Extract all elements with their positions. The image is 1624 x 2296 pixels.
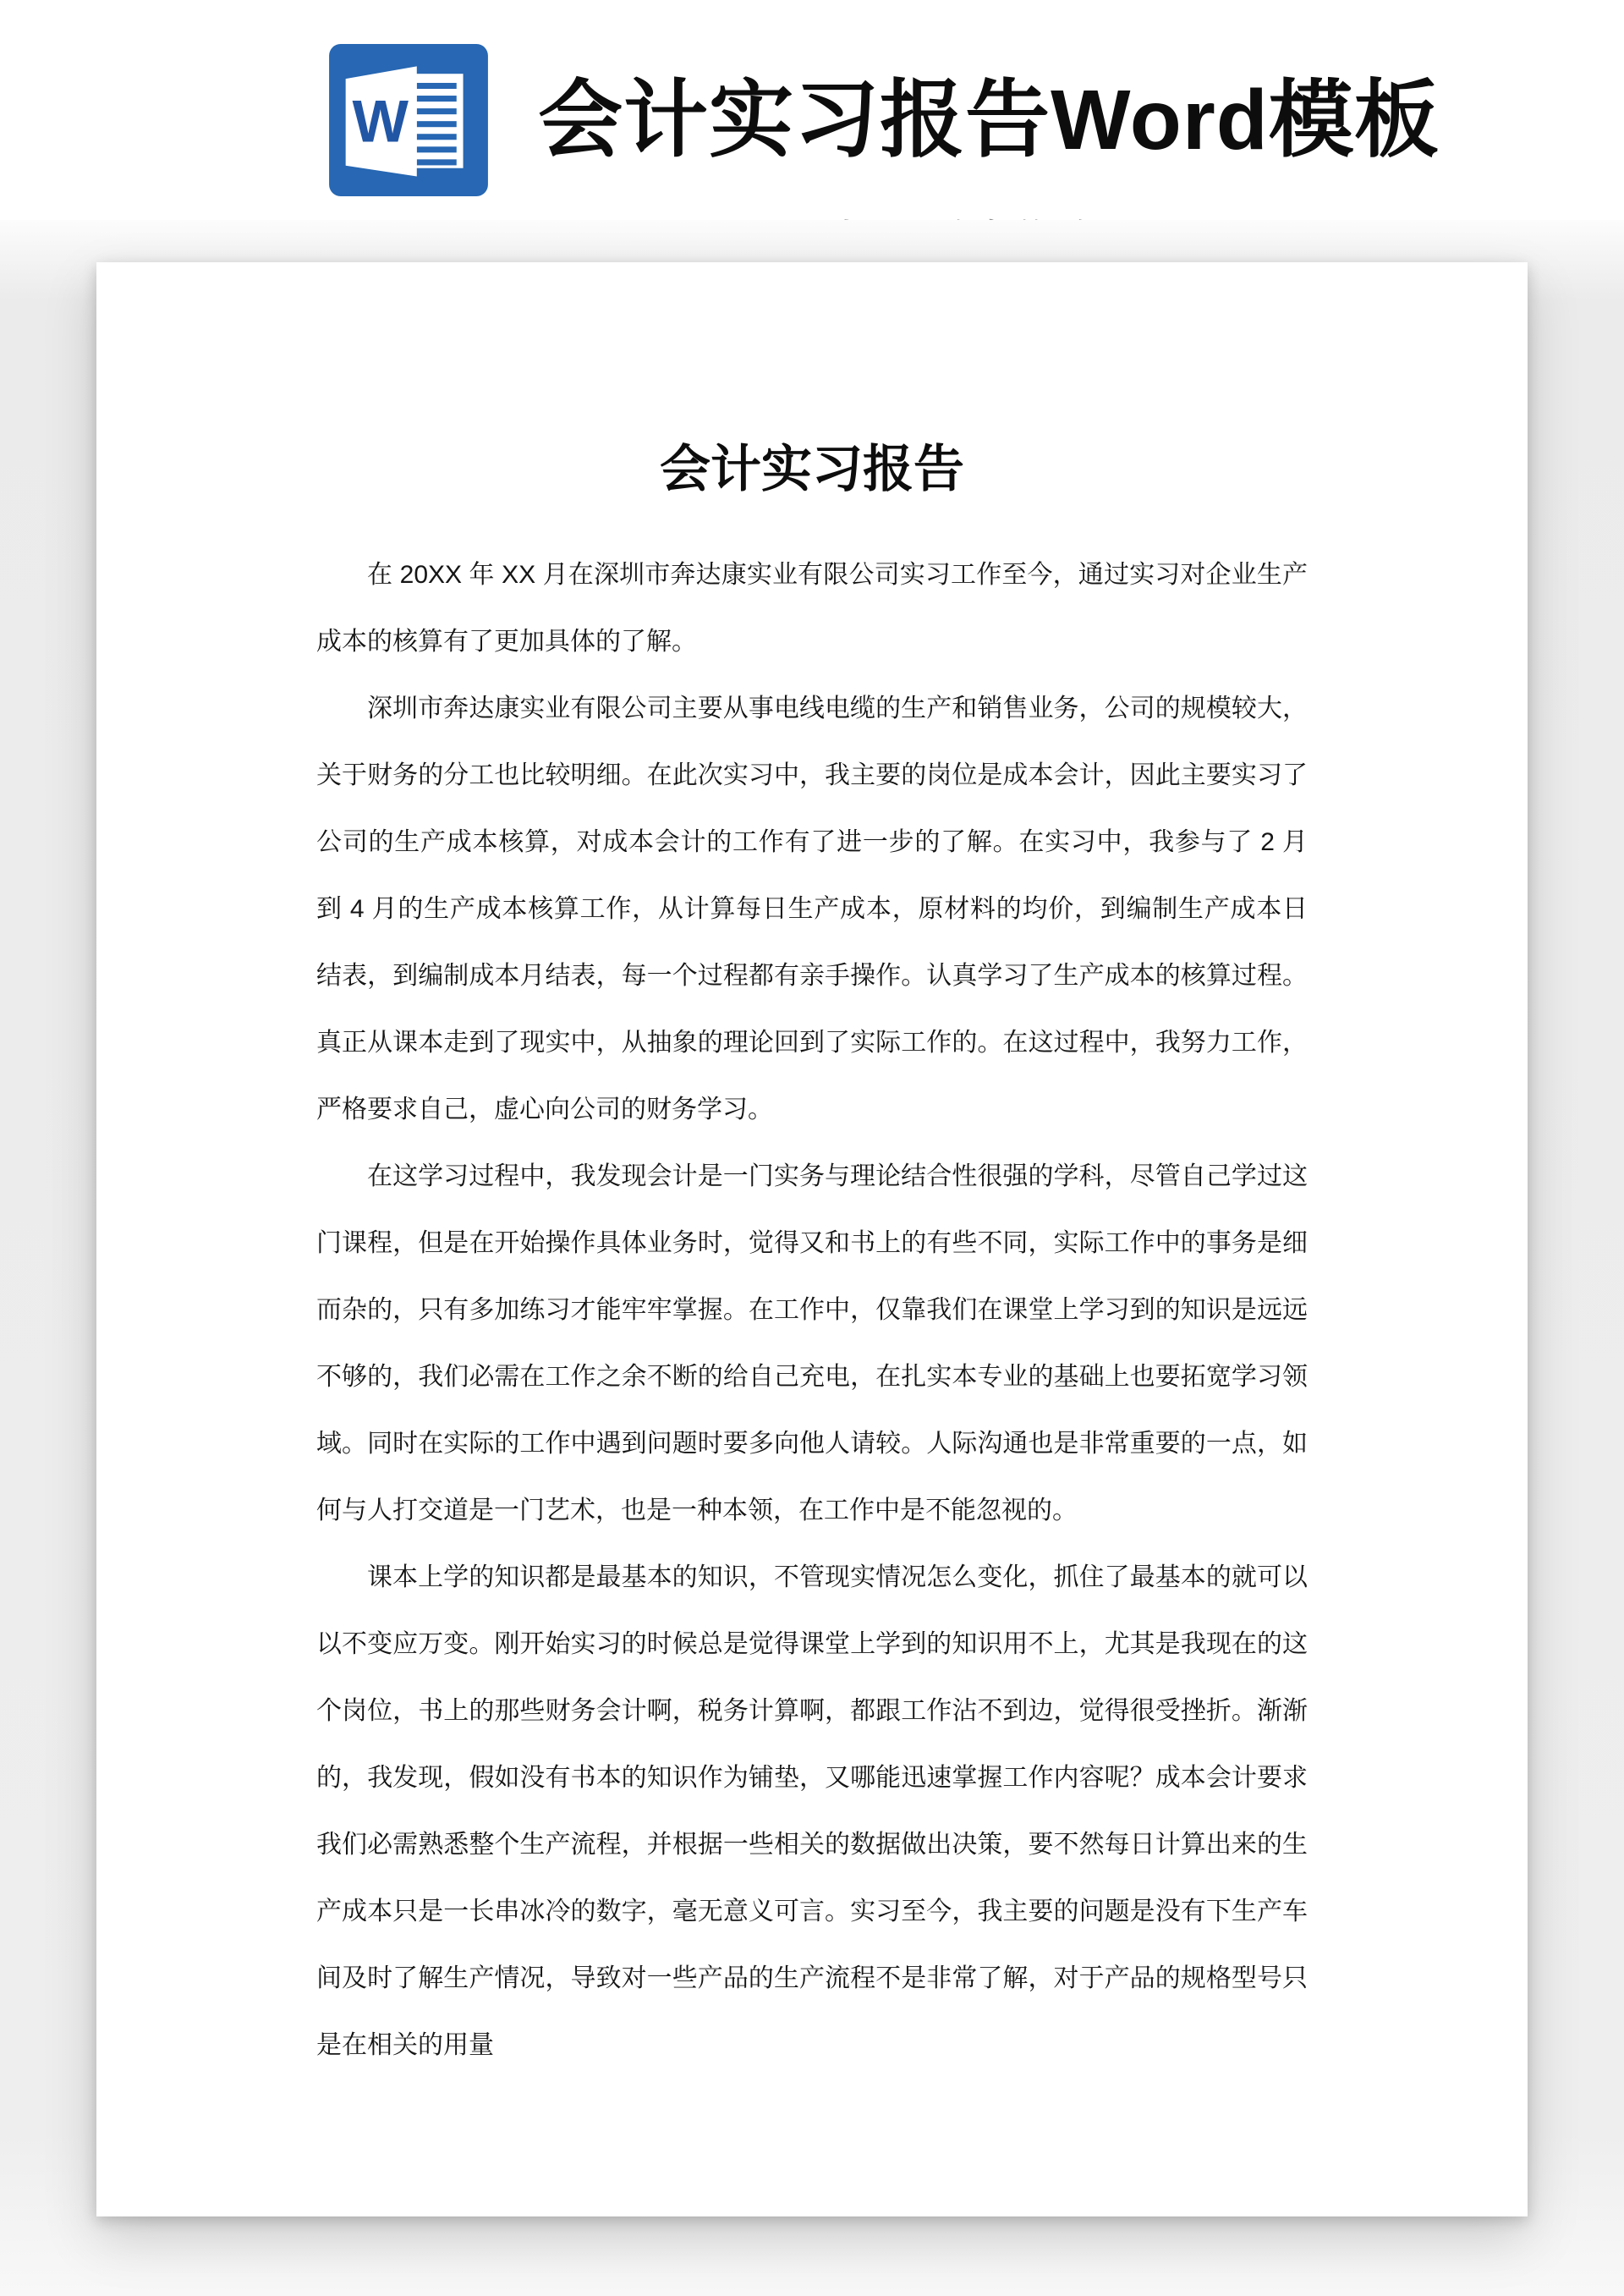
paragraph: 在 20XX 年 XX 月在深圳市奔达康实业有限公司实习工作至今，通过实习对企业生产成本的核算有了更加具体的了解。 <box>316 561 1308 656</box>
banner <box>0 0 1624 220</box>
document-page <box>96 262 1528 2216</box>
word-logo-icon <box>328 44 489 196</box>
paragraph: 课本上学的知识都是最基本的知识，不管现实情况怎么变化，抓住了最基本的就可以以不变应万变。刚开始实习的时候总是觉得课堂上学到的知识用不上，尤其是我现在的这个岗位，书上的那些财务会计啊，税务计算啊，都跟工作沾不到边，觉得很受挫折。渐渐的，我发现，假如没有书本的知识作为铺垫，又哪能迅速掌握工作内容呢？成本会计要求我们必需熟悉整个生产流程，并根据一些相关的数据做出决策，要不然每日计算出来的生产成本只是一长串冰冷的数字，毫无意义可言。实习至今，我主要的问题是没有下生产车间及时了解生产情况，导致对一些产品的生产流程不是非常了解，对于产品的规格型号只是在相关的用量 <box>316 1563 1308 2059</box>
paragraph: 深圳市奔达康实业有限公司主要从事电线电缆的生产和销售业务，公司的规模较大，关于财务的分工也比较明细。在此次实习中，我主要的岗位是成本会计，因此主要实习了公司的生产成本核算，对成本会计的工作有了进一步的了解。在实习中，我参与了 2 月到 4 月的生产成本核算工作，从计算每日生产成本，原材料的均价，到编制生产成本日结表，到编制成本月结表，每一个过程都有亲手操作。认真学习了生产成本的核算过程。真正从课本走到了现实中，从抽象的理论回到了实际工作的。在这过程中，我努力工作，严格要求自己，虚心向公司的财务学习。 <box>316 695 1308 1123</box>
word-logo-letter: W <box>352 87 409 155</box>
banner-title: 会计实习报告Word模板 <box>538 73 1440 168</box>
page-canvas <box>0 220 1624 2296</box>
paragraph: 在这学习过程中，我发现会计是一门实务与理论结合性很强的学科，尽管自己学过这门课程，但是在开始操作具体业务时，觉得又和书上的有些不同，实际工作中的事务是细而杂的，只有多加练习才能牢牢掌握。在工作中，仅靠我们在课堂上学习到的知识是远远不够的，我们必需在工作之余不断的给自己充电，在扎实本专业的基础上也要拓宽学习领域。同时在实际的工作中遇到问题时要多向他人请较。人际沟通也是非常重要的一点，如何与人打交道是一门艺术，也是一种本领，在工作中是不能忽视的。 <box>316 1162 1308 1524</box>
banner-row <box>328 44 1440 196</box>
document-body <box>316 541 1308 2079</box>
document-title: 会计实习报告 <box>660 441 964 497</box>
